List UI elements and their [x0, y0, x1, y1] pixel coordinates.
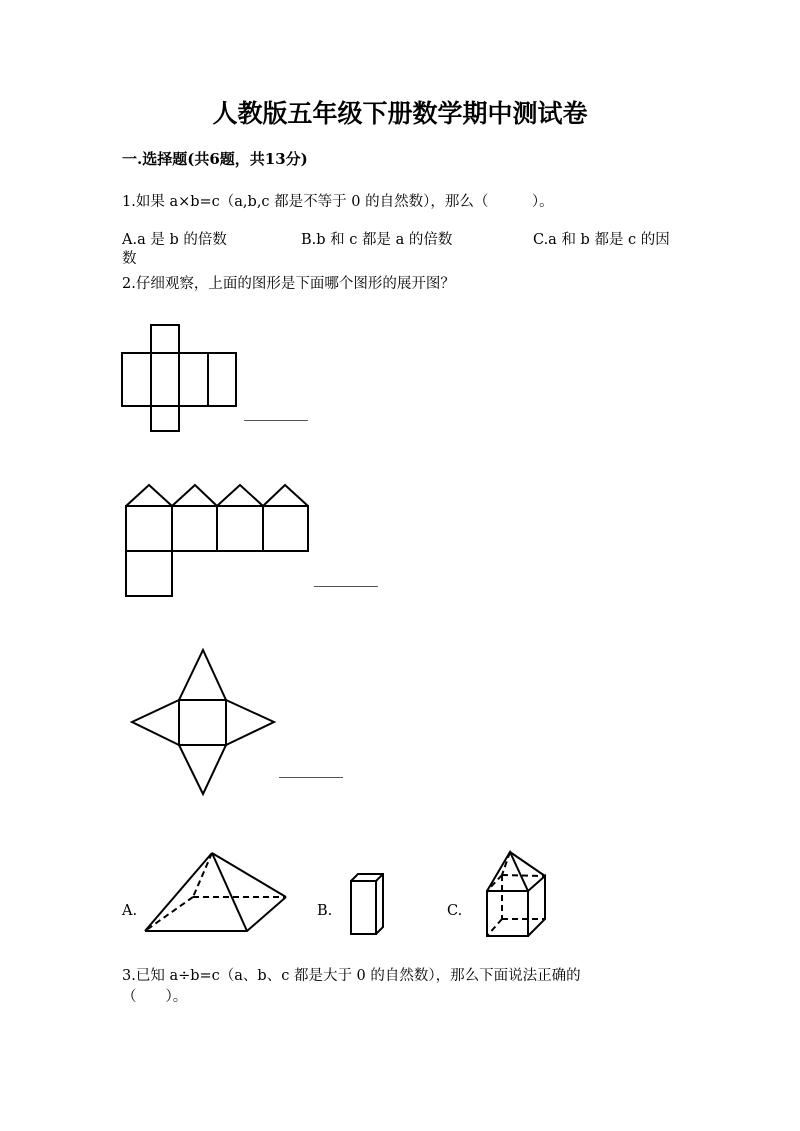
- question-3-stem-line2: （ ）。: [122, 989, 188, 1005]
- question-1-option-c: C.a 和 b 都是 c 的因: [533, 232, 670, 248]
- question-1-stem: 1.如果 a×b=c（a,b,c 都是不等于 0 的自然数），那么（ ）。: [122, 194, 554, 210]
- question-2-stem: 2.仔细观察，上面的图形是下面哪个图形的展开图？: [122, 276, 455, 292]
- question-1-option-a: A.a 是 b 的倍数: [122, 232, 227, 248]
- answer-label-a[interactable]: A.: [122, 903, 138, 919]
- question-3-stem-line1: 3.已知 a÷b=c（a、b、c 都是大于 0 的自然数），那么下面说法正确的: [122, 968, 581, 984]
- answer-label-c[interactable]: C.: [447, 903, 463, 919]
- question-1-option-b: B.b 和 c 都是 a 的倍数: [301, 232, 453, 248]
- answer-label-b[interactable]: B.: [317, 903, 333, 919]
- section-heading: 一.选择题(共6题，共13分): [122, 150, 308, 168]
- question-1-option-c-wrap: 数: [122, 251, 137, 267]
- page-title: 人教版五年级下册数学期中测试卷: [212, 99, 588, 128]
